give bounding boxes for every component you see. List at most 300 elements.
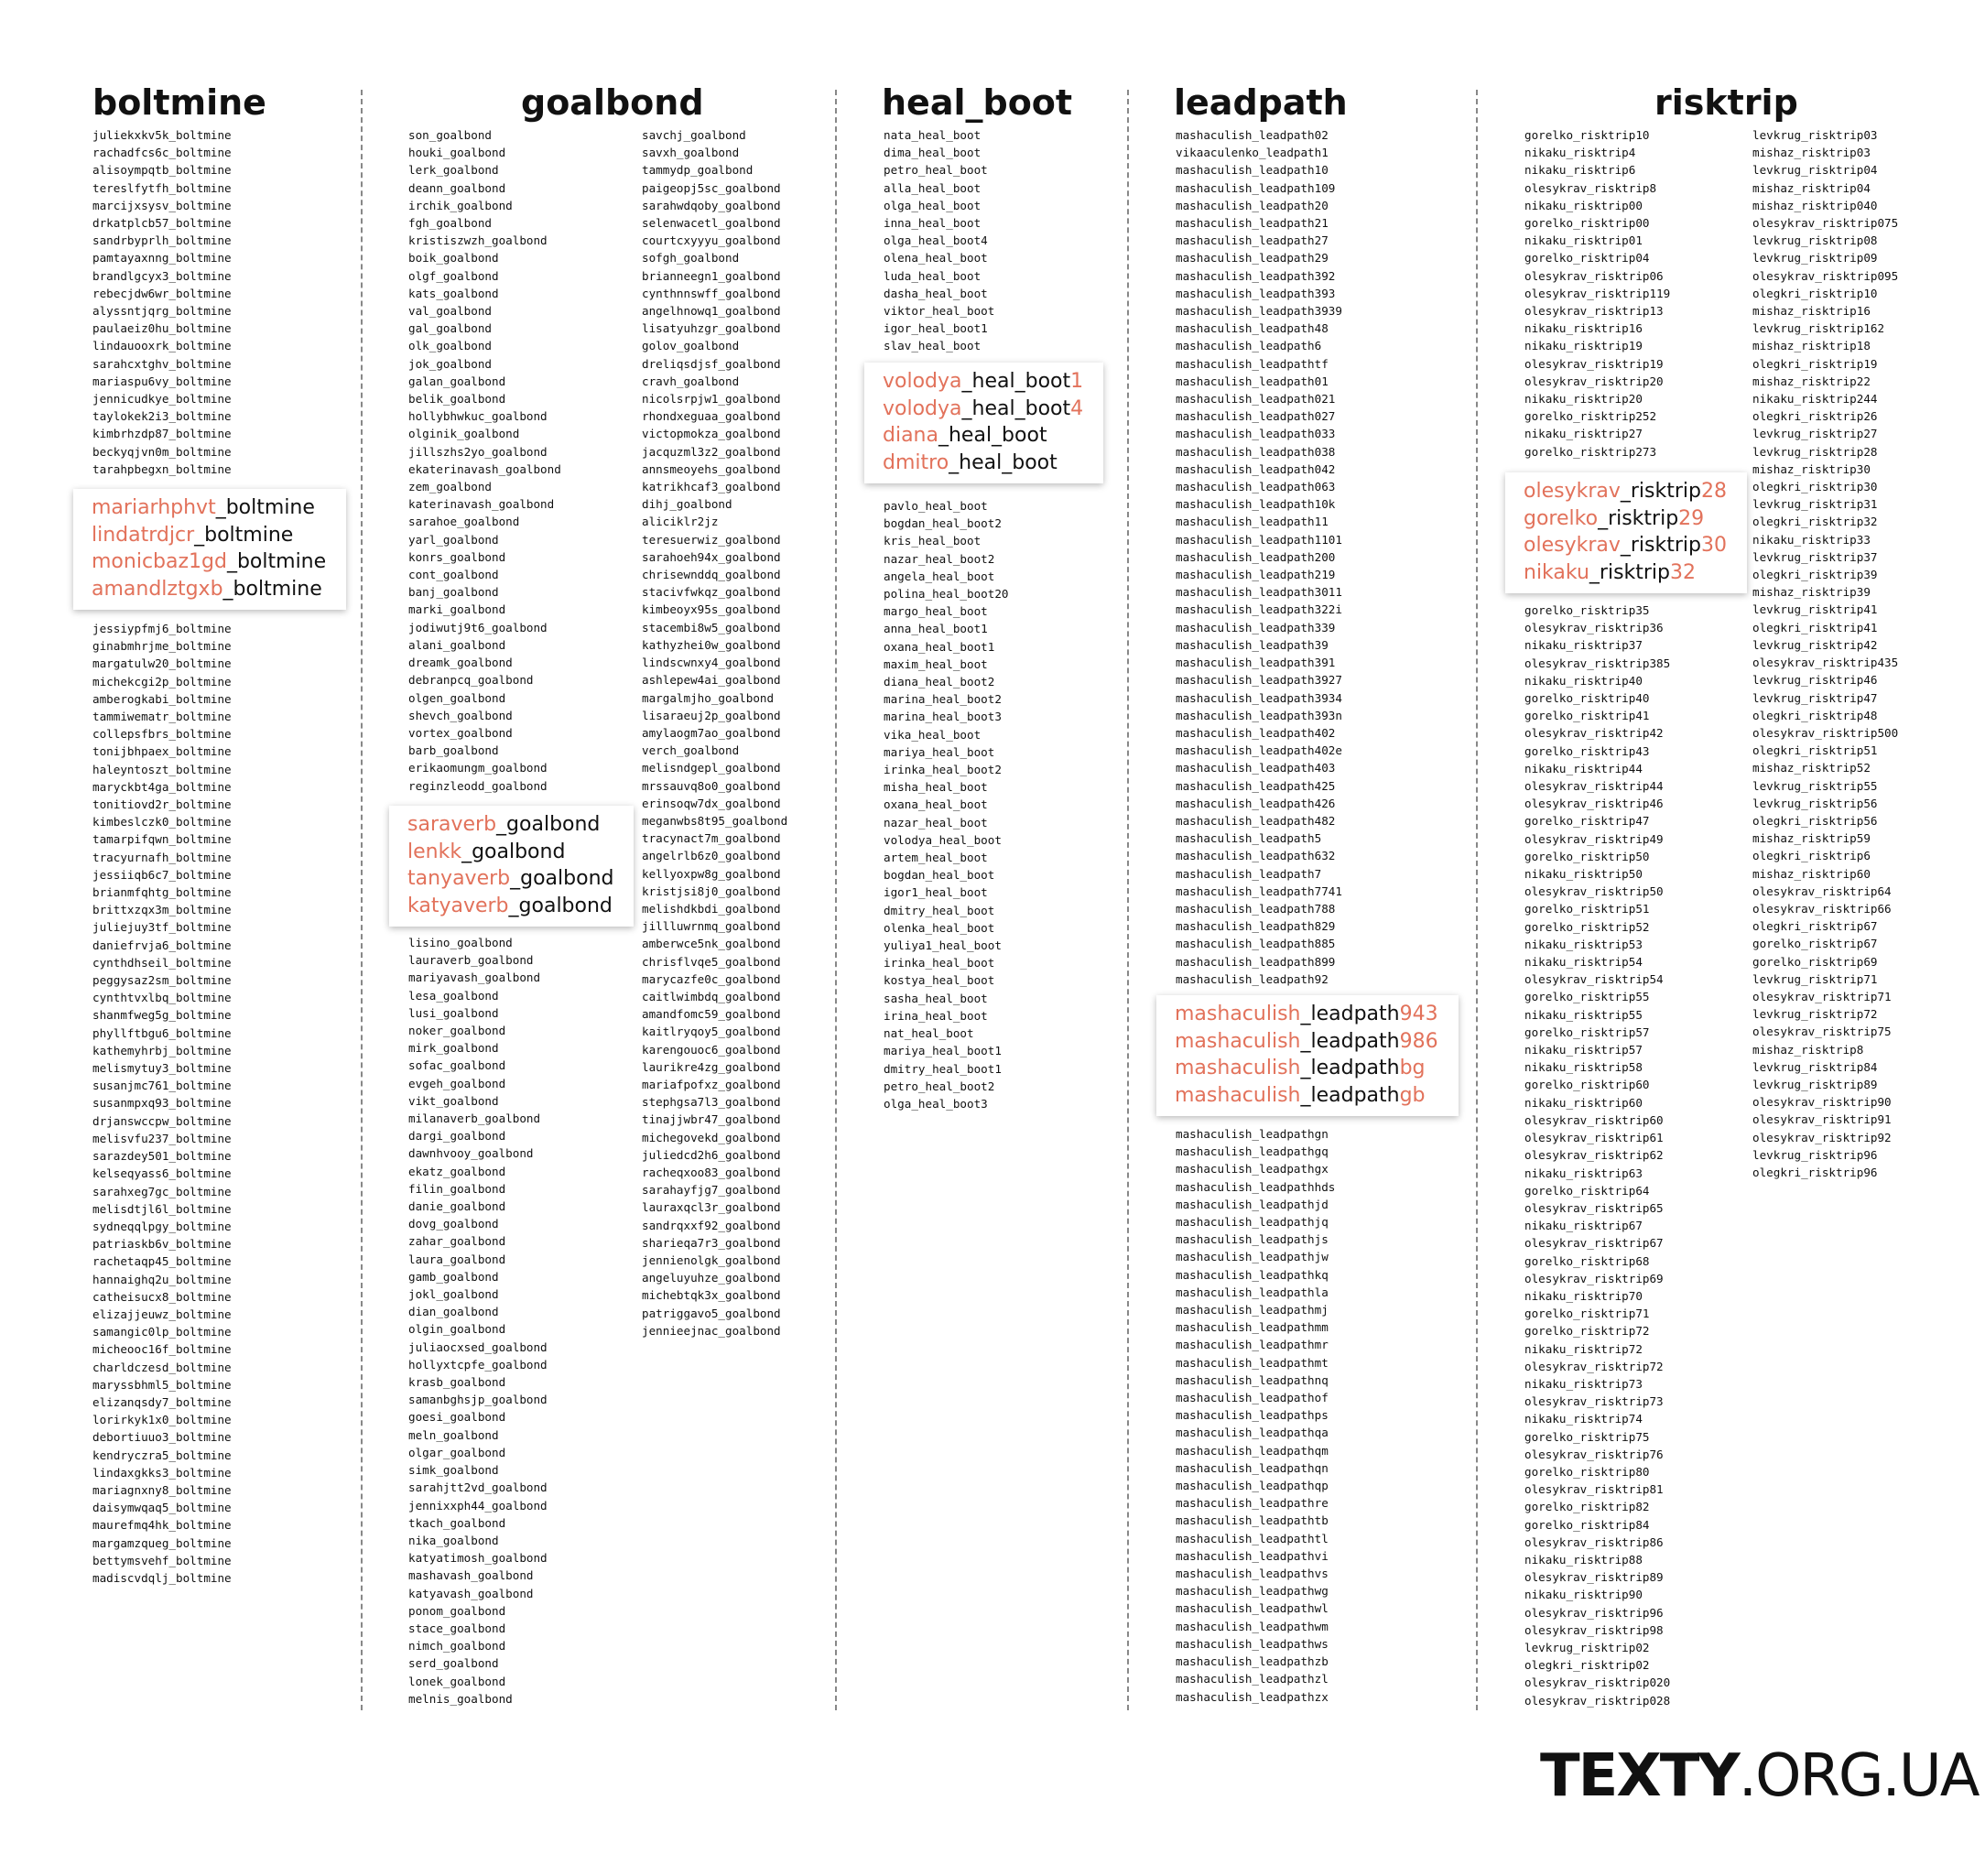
account-name: marina_heal_boot3 (884, 710, 1002, 724)
account-name: simk_goalbond (408, 1463, 499, 1478)
account-suffix: _risktrip (1598, 506, 1679, 530)
highlighted-part: mariarhphvt (92, 496, 216, 519)
account-name: zahar_goalbond (408, 1234, 506, 1249)
account-name: olesykrav_risktrip66 (1752, 901, 1892, 916)
highlighted-part: tanyaverb (407, 867, 511, 890)
account-name: sasha_heal_boot (884, 991, 988, 1005)
account-name: mashaculish_leadpath02 (1176, 128, 1329, 142)
account-name: juliaocxsed_goalbond (408, 1339, 548, 1354)
account-name: olegkri_risktrip96 (1752, 1165, 1878, 1179)
account-name: stacivfwkqz_goalbond (642, 585, 781, 600)
account-name: mashaculish_leadpath322i (1176, 602, 1342, 617)
highlighted-part: 30 (1700, 534, 1727, 557)
account-name: gorelko_risktrip51 (1524, 902, 1650, 916)
account-name: mashaculish_leadpathjs (1176, 1232, 1329, 1247)
account-name: nikaku_risktrip60 (1524, 1095, 1643, 1110)
account-name: shanmfweg5g_boltmine (92, 1008, 232, 1023)
account-name: kats_goalbond (408, 286, 499, 300)
account-name: olesykrav_risktrip61 (1524, 1131, 1664, 1145)
account-name: golov_goalbond (642, 339, 740, 353)
highlighted-accounts-callout (1505, 472, 1747, 593)
account-name: luda_heal_boot (884, 268, 982, 283)
account-name: nikaku_risktrip73 (1524, 1376, 1643, 1391)
account-name: lonek_goalbond (408, 1674, 506, 1688)
account-name: nikaku_risktrip244 (1752, 392, 1878, 407)
account-suffix: _heal_boot (961, 396, 1071, 420)
account-name: caitlwimbdq_goalbond (642, 989, 781, 1003)
account-name: haleyntoszt_boltmine (92, 762, 232, 776)
account-name: sofgh_goalbond (642, 251, 740, 266)
highlighted-part: gorelko (1524, 506, 1599, 530)
account-name: sarahjtt2vd_goalbond (408, 1480, 548, 1495)
account-name: mashaculish_leadpath393n (1176, 708, 1342, 722)
account-name: mashaculish_leadpathmt (1176, 1355, 1329, 1370)
account-name: mashaculish_leadpathnq (1176, 1372, 1329, 1387)
account-name: irinka_heal_boot (884, 956, 995, 971)
highlighted-part: saraverb (407, 813, 497, 836)
account-name: irchik_goalbond (408, 198, 513, 212)
account-name: mashaculish_leadpath6 (1176, 339, 1322, 353)
column-separator (1127, 90, 1129, 1710)
account-name: alla_heal_boot (884, 180, 982, 195)
account-name: kimbeoyx95s_goalbond (642, 602, 781, 617)
highlighted-part: mashaculish (1175, 1083, 1301, 1107)
account-name: kimbeslczk0_boltmine (92, 815, 232, 830)
account-name: olesykrav_risktrip36 (1524, 621, 1664, 635)
account-name: olesykrav_risktrip500 (1752, 725, 1899, 740)
highlighted-accounts-callout (73, 489, 346, 610)
account-list (408, 934, 548, 1708)
account-name: vikaaculenko_leadpath1 (1176, 146, 1329, 160)
account-name: stephgsa7l3_goalbond (642, 1095, 781, 1110)
account-name: olegkri_risktrip6 (1752, 849, 1871, 863)
account-suffix: _boltmine (222, 577, 322, 601)
account-name: jokl_goalbond (408, 1287, 499, 1302)
account-name: mrssauvq8o0_goalbond (642, 778, 781, 793)
account-name: melisndgepl_goalbond (642, 761, 781, 775)
account-name: olga_heal_boot3 (884, 1096, 988, 1111)
account-name: levkrug_risktrip55 (1752, 778, 1878, 793)
account-name: angelrlb6z0_goalbond (642, 849, 781, 863)
account-name: mashaculish_leadpath1101 (1176, 532, 1342, 547)
account-name: filin_goalbond (408, 1181, 506, 1196)
logo-brand: TEXTY (1540, 1742, 1739, 1810)
account-name: mashaculish_leadpathkq (1176, 1267, 1329, 1282)
account-name: nikaku_risktrip6 (1524, 163, 1636, 178)
account-name: gorelko_risktrip57 (1524, 1025, 1650, 1039)
highlighted-account (92, 522, 326, 549)
account-name: chrisewnddq_goalbond (642, 568, 781, 582)
account-name: paigeopj5sc_goalbond (642, 180, 781, 195)
highlighted-account (92, 494, 326, 522)
account-name: olesykrav_risktrip62 (1524, 1148, 1664, 1163)
highlighted-account (1175, 1082, 1438, 1110)
account-name: mashaculish_leadpath063 (1176, 480, 1336, 494)
account-name: gorelko_risktrip71 (1524, 1307, 1650, 1321)
account-name: lindaxgkks3_boltmine (92, 1465, 232, 1480)
account-name: galan_goalbond (408, 374, 506, 388)
account-name: mariaspu6vy_boltmine (92, 374, 232, 388)
account-suffix: _goalbond (510, 867, 614, 890)
account-name: mashaculish_leadpath27 (1176, 233, 1329, 248)
account-name: olesykrav_risktrip89 (1524, 1570, 1664, 1585)
account-name: juliedcd2h6_goalbond (642, 1147, 781, 1162)
account-name: mishaz_risktrip60 (1752, 866, 1871, 881)
highlighted-part: 32 (1670, 560, 1697, 584)
highlighted-part: dmitro (883, 450, 949, 474)
account-name: mashaculish_leadpath7741 (1176, 884, 1342, 898)
account-name: alisoympqtb_boltmine (92, 163, 232, 178)
account-name: mirk_goalbond (408, 1041, 499, 1056)
account-name: dreamk_goalbond (408, 656, 513, 670)
account-name: lisino_goalbond (408, 936, 513, 949)
account-name: brandlgcyx3_boltmine (92, 268, 232, 283)
account-name: mashaculish_leadpath339 (1176, 620, 1336, 634)
account-name: petro_heal_boot2 (884, 1079, 995, 1093)
account-name: micheooc16f_boltmine (92, 1342, 232, 1357)
account-name: ekatz_goalbond (408, 1164, 506, 1178)
account-name: racheqxoo83_goalbond (642, 1165, 781, 1179)
account-name: aliciklr2jz (642, 515, 719, 529)
account-name: olgar_goalbond (408, 1445, 506, 1459)
account-name: konrs_goalbond (408, 549, 506, 564)
account-name: yarl_goalbond (408, 532, 499, 547)
account-name: sarahoeh94x_goalbond (642, 549, 781, 564)
account-name: tonitiovd2r_boltmine (92, 797, 232, 812)
account-name: olegkri_risktrip51 (1752, 743, 1878, 758)
account-name: mashaculish_leadpath3939 (1176, 304, 1342, 319)
highlighted-account (883, 450, 1083, 477)
account-name: tammydp_goalbond (642, 163, 754, 178)
account-name: olesykrav_risktrip69 (1524, 1271, 1664, 1285)
account-name: hannaighq2u_boltmine (92, 1272, 232, 1286)
account-name: gorelko_risktrip55 (1524, 990, 1650, 1004)
account-name: karengouoc6_goalbond (642, 1042, 781, 1057)
account-name: lindauooxrk_boltmine (92, 339, 232, 353)
account-name: brittxzqx3m_boltmine (92, 903, 232, 917)
account-name: mashaculish_leadpath392 (1176, 268, 1336, 283)
account-name: sarahoe_goalbond (408, 515, 520, 529)
column-title-heal_boot: heal_boot (882, 82, 1073, 123)
account-name: levkrug_risktrip02 (1524, 1640, 1650, 1654)
account-name: tinajjwbr47_goalbond (642, 1112, 781, 1127)
account-name: olga_heal_boot4 (884, 233, 988, 248)
highlighted-account (407, 893, 613, 920)
account-name: nikaku_risktrip54 (1524, 955, 1643, 970)
account-name: artem_heal_boot (884, 851, 988, 865)
account-name: lesa_goalbond (408, 988, 499, 1003)
account-name: oxana_heal_boot (884, 797, 988, 812)
account-name: olga_heal_boot (884, 198, 982, 212)
account-name: mashaculish_leadpathws (1176, 1636, 1329, 1651)
account-list (92, 126, 232, 478)
account-name: olegkri_risktrip32 (1752, 515, 1878, 529)
account-name: olegkri_risktrip56 (1752, 813, 1878, 828)
column-title-risktrip: risktrip (1654, 82, 1798, 123)
account-name: gorelko_risktrip80 (1524, 1464, 1650, 1479)
account-name: nikaku_risktrip16 (1524, 321, 1643, 336)
account-name: patriggavo5_goalbond (642, 1306, 781, 1320)
account-name: rachetaqp45_boltmine (92, 1254, 232, 1269)
account-name: levkrug_risktrip71 (1752, 971, 1878, 986)
account-name: kelseqyass6_boltmine (92, 1166, 232, 1181)
account-name: jacquzml3z2_goalbond (642, 444, 781, 459)
account-name: taylokek2i3_boltmine (92, 409, 232, 424)
account-name: mashaculish_leadpath109 (1176, 180, 1336, 195)
account-name: stacembi8w5_goalbond (642, 620, 781, 634)
account-name: samanbghsjp_goalbond (408, 1393, 548, 1407)
account-name: nikaku_risktrip72 (1524, 1341, 1643, 1356)
account-name: mariafpofxz_goalbond (642, 1077, 781, 1091)
account-name: verch_goalbond (642, 743, 740, 758)
account-name: mashaculish_leadpathqn (1176, 1460, 1329, 1475)
highlighted-account (883, 368, 1083, 396)
account-name: mishaz_risktrip04 (1752, 180, 1871, 195)
account-name: olesykrav_risktrip91 (1752, 1112, 1892, 1127)
account-name: olesykrav_risktrip90 (1752, 1095, 1892, 1110)
account-name: cynthdhseil_boltmine (92, 955, 232, 970)
account-name: olgin_goalbond (408, 1322, 506, 1337)
account-name: gal_goalbond (408, 321, 492, 336)
highlighted-accounts-callout (1156, 995, 1459, 1116)
account-name: laurikre4zg_goalbond (642, 1059, 781, 1074)
account-name: gorelko_risktrip04 (1524, 251, 1650, 266)
account-name: nikaku_risktrip4 (1524, 146, 1636, 160)
account-name: olesykrav_risktrip020 (1524, 1675, 1671, 1690)
account-name: gorelko_risktrip00 (1524, 216, 1650, 231)
account-name: kostya_heal_boot (884, 973, 995, 988)
account-name: tarahpbegxn_boltmine (92, 461, 232, 476)
account-name: melisvfu237_boltmine (92, 1131, 232, 1145)
account-name: daisymwqaq5_boltmine (92, 1501, 232, 1515)
account-name: jessiypfmj6_boltmine (92, 622, 232, 635)
account-name: nikaku_risktrip67 (1524, 1219, 1643, 1233)
account-name: mashaculish_leadpathvi (1176, 1548, 1329, 1563)
account-name: mashaculish_leadpath3011 (1176, 585, 1342, 600)
highlighted-part: mashaculish (1175, 1003, 1301, 1025)
account-name: mashaculish_leadpathzl (1176, 1672, 1329, 1686)
account-name: sandrbyprlh_boltmine (92, 233, 232, 248)
account-name: olesykrav_risktrip72 (1524, 1359, 1664, 1373)
account-name: nikaku_risktrip40 (1524, 673, 1643, 688)
account-name: susanmpxq93_boltmine (92, 1096, 232, 1111)
account-name: victopmokza_goalbond (642, 427, 781, 441)
account-name: michekcgi2p_boltmine (92, 674, 232, 689)
account-name: levkrug_risktrip47 (1752, 690, 1878, 705)
account-name: katyatimosh_goalbond (408, 1551, 548, 1566)
account-name: olesykrav_risktrip095 (1752, 268, 1899, 283)
account-name: olesykrav_risktrip98 (1524, 1622, 1664, 1637)
account-name: mashaculish_leadpath3927 (1176, 673, 1342, 688)
account-name: mashaculish_leadpathjd (1176, 1197, 1329, 1211)
account-name: paulaeiz0hu_boltmine (92, 321, 232, 336)
column-title-goalbond: goalbond (521, 82, 704, 123)
account-name: kimbrhzdp87_boltmine (92, 427, 232, 441)
account-name: mashaculish_leadpathwg (1176, 1584, 1329, 1599)
account-name: kaitlryqoy5_goalbond (642, 1025, 781, 1039)
account-name: mishaz_risktrip8 (1752, 1042, 1864, 1057)
account-name: michebtqk3x_goalbond (642, 1288, 781, 1303)
account-name: noker_goalbond (408, 1024, 506, 1038)
account-name: olesykrav_risktrip75 (1752, 1025, 1892, 1039)
account-name: oxana_heal_boot1 (884, 639, 995, 654)
account-name: olegkri_risktrip02 (1524, 1658, 1650, 1673)
account-name: mashaculish_leadpath391 (1176, 656, 1336, 670)
account-name: elizanqsdy7_boltmine (92, 1394, 232, 1409)
account-name: teresuerwiz_goalbond (642, 532, 781, 547)
account-name: melnis_goalbond (408, 1691, 513, 1706)
account-name: mashaculish_leadpath899 (1176, 954, 1336, 969)
account-name: amberogkabi_boltmine (92, 691, 232, 706)
account-name: mishaz_risktrip040 (1752, 198, 1878, 212)
account-name: drjanswccpw_boltmine (92, 1113, 232, 1128)
account-suffix: _heal_boot (949, 450, 1058, 474)
account-name: mashaculish_leadpath39 (1176, 637, 1329, 652)
highlighted-part: volodya (883, 370, 962, 393)
account-name: kendryczra5_boltmine (92, 1448, 232, 1462)
account-name: maryssbhml5_boltmine (92, 1377, 232, 1392)
account-name: levkrug_risktrip162 (1752, 321, 1885, 336)
account-name: lusi_goalbond (408, 1005, 499, 1020)
account-name: katrikhcaf3_goalbond (642, 480, 781, 494)
account-name: mashaculish_leadpathzx (1176, 1689, 1329, 1704)
account-name: levkrug_risktrip42 (1752, 637, 1878, 652)
account-name: krasb_goalbond (408, 1375, 506, 1390)
highlighted-account (1524, 478, 1727, 505)
account-name: gorelko_risktrip67 (1752, 937, 1878, 951)
account-name: mashaculish_leadpathqp (1176, 1479, 1329, 1493)
account-name: marki_goalbond (408, 602, 506, 617)
account-name: levkrug_risktrip27 (1752, 427, 1878, 441)
account-name: kris_heal_boot (884, 534, 982, 548)
account-name: barb_goalbond (408, 743, 499, 758)
account-name: gorelko_risktrip72 (1524, 1324, 1650, 1339)
account-name: mashaculish_leadpathjq (1176, 1215, 1329, 1230)
account-name: maxim_heal_boot (884, 656, 988, 671)
highlighted-account (1524, 532, 1727, 559)
account-name: olesykrav_risktrip65 (1524, 1200, 1664, 1215)
account-name: milanaverb_goalbond (408, 1112, 541, 1126)
account-name: mashaculish_leadpath20 (1176, 198, 1329, 212)
account-name: olesykrav_risktrip44 (1524, 779, 1664, 794)
account-name: nika_goalbond (408, 1533, 499, 1547)
account-name: olesykrav_risktrip385 (1524, 656, 1671, 670)
account-name: jennieejnac_goalbond (642, 1323, 781, 1338)
account-name: laura_goalbond (408, 1252, 506, 1266)
account-name: nikaku_risktrip57 (1524, 1043, 1643, 1057)
highlighted-part: lenkk (407, 840, 462, 863)
account-name: mashaculish_leadpath393 (1176, 286, 1336, 300)
account-suffix: _goalbond (461, 840, 566, 863)
account-name: levkrug_risktrip08 (1752, 233, 1878, 248)
highlighted-account (1524, 559, 1727, 587)
account-name: olesykrav_risktrip50 (1524, 884, 1664, 899)
highlighted-part: lindatrdjcr (92, 523, 195, 547)
account-name: zem_goalbond (408, 480, 492, 494)
account-list (1524, 602, 1670, 1709)
account-name: tamarpifqwn_boltmine (92, 832, 232, 847)
account-name: lerk_goalbond (408, 163, 499, 178)
highlighted-accounts-callout (389, 806, 634, 927)
account-name: fgh_goalbond (408, 216, 492, 231)
column-title-boltmine: boltmine (92, 82, 266, 123)
account-name: levkrug_risktrip04 (1752, 163, 1878, 178)
account-name: olegkri_risktrip67 (1752, 919, 1878, 934)
account-name: mashaculish_leadpathqa (1176, 1426, 1329, 1440)
account-name: sarahcxtghv_boltmine (92, 356, 232, 371)
highlighted-account (1175, 1055, 1438, 1082)
account-name: mashaculish_leadpathgq (1176, 1144, 1329, 1159)
account-name: mashaculish_leadpath7 (1176, 866, 1322, 881)
highlighted-part: 29 (1678, 506, 1705, 530)
highlighted-account (92, 548, 326, 576)
highlighted-account (407, 865, 613, 893)
account-name: nimch_goalbond (408, 1639, 506, 1654)
account-name: levkrug_risktrip56 (1752, 796, 1878, 810)
highlighted-part: gb (1399, 1083, 1426, 1107)
account-name: serd_goalbond (408, 1656, 499, 1671)
account-name: olgf_goalbond (408, 268, 499, 283)
account-name: ginabmhrjme_boltmine (92, 639, 232, 654)
account-name: mashaculish_leadpath402 (1176, 725, 1336, 740)
account-name: olesykrav_risktrip06 (1524, 268, 1664, 283)
account-name: michegovekd_goalbond (642, 1130, 781, 1144)
account-name: evgeh_goalbond (408, 1076, 506, 1090)
account-name: ashlepew4ai_goalbond (642, 673, 781, 688)
account-name: gorelko_risktrip69 (1752, 954, 1878, 969)
account-name: mashaculish_leadpath425 (1176, 778, 1336, 793)
account-name: polina_heal_boot20 (884, 587, 1009, 602)
account-name: nikaku_risktrip20 (1524, 392, 1643, 407)
highlighted-part: 1 (1070, 370, 1084, 393)
account-name: sharieqa7r3_goalbond (642, 1235, 781, 1250)
highlighted-account (883, 422, 1083, 450)
account-name: mashaculish_leadpathmm (1176, 1320, 1329, 1335)
highlighted-account (883, 396, 1083, 423)
account-name: reginzleodd_goalbond (408, 778, 548, 793)
account-name: kathemyhrbj_boltmine (92, 1043, 232, 1057)
account-name: dasha_heal_boot (884, 286, 988, 300)
account-name: olena_heal_boot (884, 251, 988, 266)
account-name: cynthnnswff_goalbond (642, 286, 781, 300)
account-name: son_goalbond (408, 128, 492, 142)
highlighted-part: 28 (1700, 480, 1727, 503)
highlighted-part: olesykrav (1524, 480, 1621, 503)
account-name: mariyavash_goalbond (408, 971, 541, 985)
account-name: mashaculish_leadpath402e (1176, 743, 1342, 758)
account-name: danie_goalbond (408, 1199, 506, 1214)
account-name: margo_heal_boot (884, 604, 988, 619)
account-list (1176, 1125, 1335, 1706)
account-name: gorelko_risktrip41 (1524, 709, 1650, 723)
account-name: olesykrav_risktrip67 (1524, 1236, 1664, 1251)
account-name: alani_goalbond (408, 637, 506, 652)
account-name: erikaomungm_goalbond (408, 761, 548, 775)
account-name: melisdtjl6l_boltmine (92, 1201, 232, 1216)
account-name: levkrug_risktrip28 (1752, 444, 1878, 459)
account-name: olesykrav_risktrip60 (1524, 1112, 1664, 1127)
account-suffix: _risktrip (1589, 560, 1671, 584)
account-name: mashavash_goalbond (408, 1568, 534, 1583)
account-name: angeluyuhze_goalbond (642, 1271, 781, 1285)
account-name: gorelko_risktrip47 (1524, 814, 1650, 829)
account-name: lauraverb_goalbond (408, 953, 534, 968)
account-name: houki_goalbond (408, 146, 506, 160)
account-name: olesykrav_risktrip76 (1524, 1447, 1664, 1461)
account-name: gorelko_risktrip52 (1524, 919, 1650, 934)
account-name: olegkri_risktrip39 (1752, 568, 1878, 582)
column-separator (1476, 90, 1478, 1710)
